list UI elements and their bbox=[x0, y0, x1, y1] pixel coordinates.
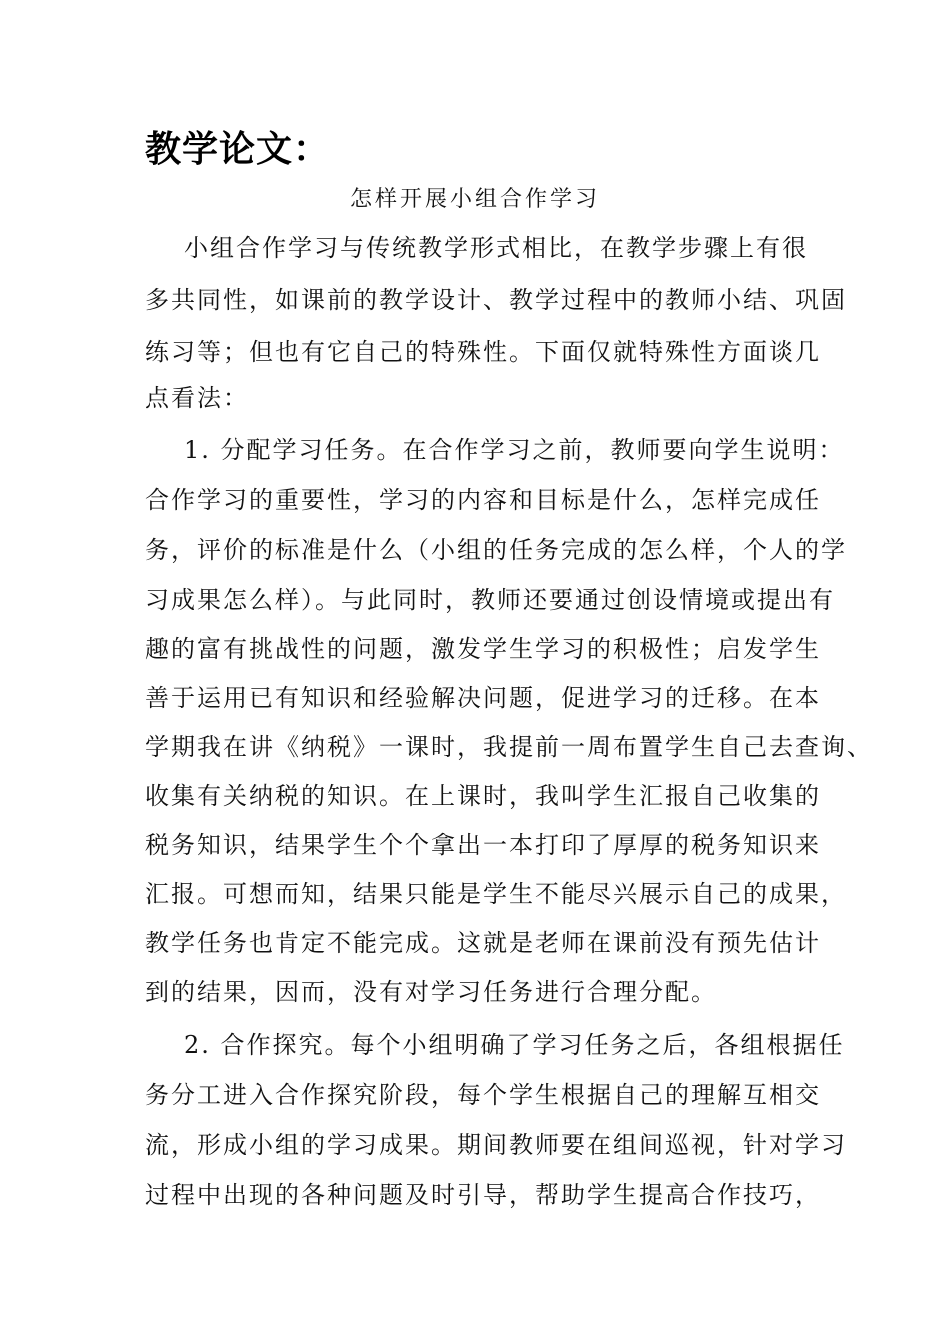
paragraph-line: 过程中出现的各种问题及时引导，帮助学生提高合作技巧， bbox=[145, 1181, 821, 1209]
paragraph-line: 练习等；但也有它自己的特殊性。下面仅就特殊性方面谈几 bbox=[145, 338, 821, 366]
paragraph-line: 教学任务也肯定不能完成。这就是老师在课前没有预先估计 bbox=[145, 929, 821, 957]
paragraph-line: 小组合作学习与传统教学形式相比，在教学步骤上有很 bbox=[184, 234, 808, 262]
paragraph-line: 到的结果，因而，没有对学习任务进行合理分配。 bbox=[145, 978, 717, 1006]
paragraph-line: 合作学习的重要性，学习的内容和目标是什么，怎样完成任 bbox=[145, 486, 821, 514]
paragraph-line: 流，形成小组的学习成果。期间教师要在组间巡视，针对学习 bbox=[145, 1131, 847, 1159]
paragraph-line: 税务知识，结果学生个个拿出一本打印了厚厚的税务知识来 bbox=[145, 831, 821, 859]
paragraph-line: 多共同性，如课前的教学设计、教学过程中的教师小结、巩固 bbox=[145, 286, 847, 314]
paragraph-line: 1. 分配学习任务。在合作学习之前，教师要向学生说明： bbox=[184, 436, 845, 464]
paragraph-line: 习成果怎么样）。与此同时，教师还要通过创设情境或提出有 bbox=[145, 586, 835, 614]
paragraph-line: 务分工进入合作探究阶段，每个学生根据自己的理解互相交 bbox=[145, 1081, 821, 1109]
article-title: 怎样开展小组合作学习 bbox=[349, 187, 600, 212]
paragraph-line: 善于运用已有知识和经验解决问题，促进学习的迁移。在本 bbox=[145, 684, 821, 712]
paragraph-line: 趣的富有挑战性的问题，激发学生学习的积极性；启发学生 bbox=[145, 635, 821, 663]
paragraph-line: 汇报。可想而知，结果只能是学生不能尽兴展示自己的成果， bbox=[145, 880, 847, 908]
document-heading: 教学论文： bbox=[145, 129, 331, 170]
paragraph-line: 收集有关纳税的知识。在上课时，我叫学生汇报自己收集的 bbox=[145, 782, 821, 810]
paragraph-line: 点看法： bbox=[145, 384, 249, 412]
paragraph-line: 2. 合作探究。每个小组明确了学习任务之后，各组根据任 bbox=[184, 1031, 845, 1059]
paragraph-line: 学期我在讲《纳税》一课时，我提前一周布置学生自己去查询、 bbox=[145, 733, 873, 761]
paragraph-line: 务，评价的标准是什么（小组的任务完成的怎么样，个人的学 bbox=[145, 536, 847, 564]
